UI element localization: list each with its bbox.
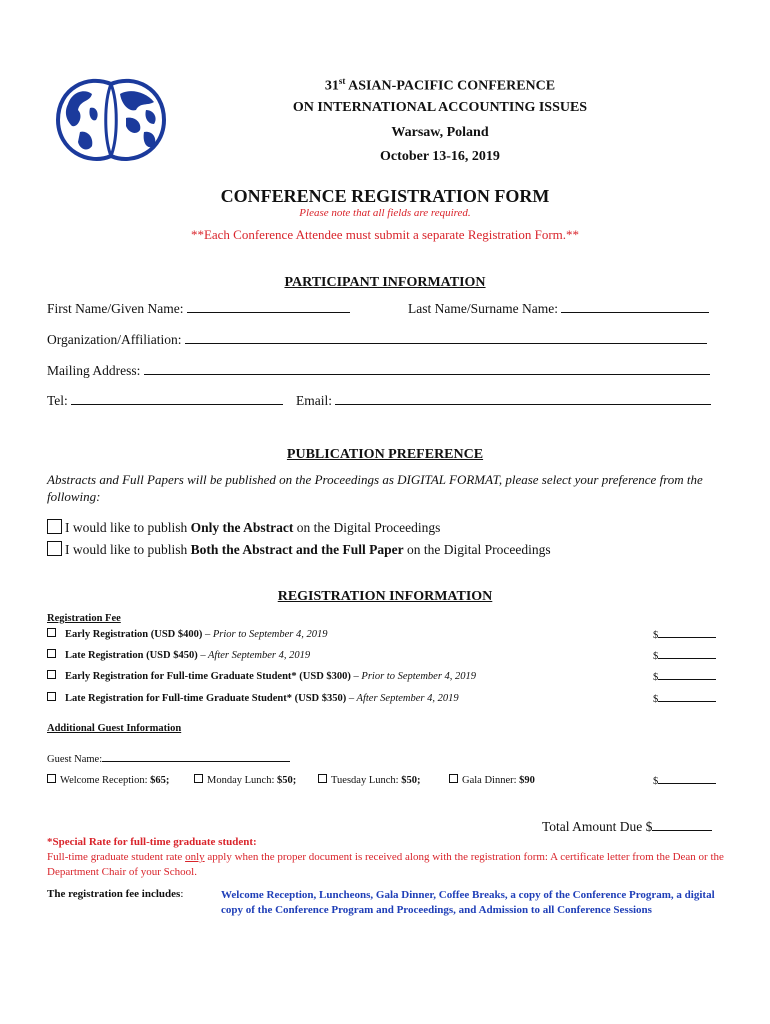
tuesday-lunch-wrap bbox=[318, 774, 420, 786]
total-amount-field[interactable] bbox=[652, 818, 712, 831]
guest-amount[interactable] bbox=[653, 774, 716, 787]
checkbox-icon[interactable] bbox=[47, 649, 56, 658]
reg-item-label: Early Registration for Full-time Graduate Student* (USD $300) bbox=[65, 671, 351, 682]
currency-sign: $ bbox=[653, 694, 659, 705]
checkbox-icon[interactable] bbox=[47, 692, 56, 701]
publish-full-paper-option[interactable] bbox=[47, 541, 551, 558]
early-registration-amount[interactable] bbox=[653, 628, 716, 641]
currency-sign: $ bbox=[653, 672, 659, 683]
reg-item-deadline: – Prior to September 4, 2019 bbox=[350, 671, 477, 682]
option-text-post: on the Digital Proceedings bbox=[293, 520, 441, 535]
amount-field[interactable] bbox=[658, 628, 716, 638]
currency-sign: $ bbox=[653, 776, 659, 787]
fee-includes-text: Welcome Reception, Luncheons, Gala Dinner, Coffee Breaks, a copy of the Conference Program, a digital copy of the Conference Program and Proceedings, and Admission to all Conference Sessions bbox=[221, 889, 715, 916]
option-text-post: on the Digital Proceedings bbox=[403, 542, 551, 557]
guest-info-heading: Additional Guest Information bbox=[47, 723, 182, 734]
conference-number-suffix: st bbox=[338, 76, 346, 86]
checkbox-icon[interactable] bbox=[194, 774, 203, 783]
gala-dinner-wrap bbox=[449, 774, 535, 786]
fee-includes-label-text: The registration fee includes bbox=[47, 888, 181, 900]
organization-label: Organization/Affiliation: bbox=[47, 332, 182, 347]
reg-item-deadline: – After September 4, 2019 bbox=[197, 650, 311, 661]
form-title: CONFERENCE REGISTRATION FORM bbox=[220, 186, 550, 206]
required-note: Please note that all fields are required. bbox=[299, 207, 471, 219]
currency-sign: $ bbox=[653, 630, 659, 641]
welcome-reception-option[interactable] bbox=[47, 775, 169, 786]
option-text-bold: Both the Abstract and the Full Paper bbox=[190, 542, 404, 557]
participant-heading: PARTICIPANT INFORMATION bbox=[284, 275, 486, 290]
guest-option-price: $65; bbox=[150, 775, 170, 786]
option-text-bold: Only the Abstract bbox=[190, 520, 294, 535]
reg-item-deadline: – After September 4, 2019 bbox=[346, 693, 459, 704]
reg-item-label: Late Registration (USD $450) bbox=[65, 650, 198, 661]
guest-option-price: $50; bbox=[401, 775, 421, 786]
conference-title bbox=[200, 76, 680, 95]
monday-lunch-wrap bbox=[194, 774, 296, 786]
conference-globe-logo bbox=[50, 70, 172, 168]
special-rate-heading: *Special Rate for full-time graduate student: bbox=[47, 836, 257, 848]
guest-option-label: Monday Lunch: bbox=[207, 775, 277, 786]
tel-field[interactable] bbox=[71, 392, 283, 405]
option-text-pre: I would like to publish bbox=[65, 542, 191, 557]
amount-field[interactable] bbox=[658, 692, 716, 702]
guest-option-label: Tuesday Lunch: bbox=[331, 775, 402, 786]
special-text-pre: Full-time graduate student rate bbox=[47, 851, 186, 863]
monday-lunch-option[interactable] bbox=[194, 775, 296, 786]
guest-option-price: $90 bbox=[519, 775, 535, 786]
special-text-post: apply when the proper document is received along with the registration form: A certificate letter from the Dean or the Department Chair of your School. bbox=[47, 851, 724, 878]
option-text-pre: I would like to publish bbox=[65, 520, 191, 535]
guest-option-price: $50; bbox=[277, 775, 297, 786]
conference-subtitle: ON INTERNATIONAL ACCOUNTING ISSUES bbox=[292, 100, 588, 115]
publish-abstract-option[interactable] bbox=[47, 519, 440, 536]
tel-label: Tel: bbox=[47, 393, 68, 408]
early-student-registration-amount[interactable] bbox=[653, 670, 716, 683]
reg-item-label: Late Registration for Full-time Graduate Student* (USD $350) bbox=[65, 693, 347, 704]
organization-row bbox=[47, 331, 707, 348]
mailing-address-field[interactable] bbox=[144, 362, 710, 375]
checkbox-icon[interactable] bbox=[47, 541, 62, 556]
mailing-address-row bbox=[47, 362, 710, 379]
conference-location: Warsaw, Poland bbox=[391, 125, 489, 140]
late-student-registration-amount[interactable] bbox=[653, 692, 716, 705]
registration-fee-label: Registration Fee bbox=[47, 613, 121, 624]
mailing-address-label: Mailing Address: bbox=[47, 363, 141, 378]
amount-field[interactable] bbox=[658, 649, 716, 659]
checkbox-icon[interactable] bbox=[47, 670, 56, 679]
special-rate-text bbox=[47, 850, 727, 880]
first-name-row bbox=[47, 300, 350, 317]
reg-item-deadline: – Prior to September 4, 2019 bbox=[202, 629, 328, 640]
total-amount-label: Total Amount Due $ bbox=[542, 819, 653, 834]
guest-name-row bbox=[47, 749, 290, 765]
tuesday-lunch-option[interactable] bbox=[318, 775, 420, 786]
last-name-row bbox=[408, 300, 709, 317]
last-name-field[interactable] bbox=[561, 300, 709, 313]
email-label: Email: bbox=[296, 393, 332, 408]
publication-heading: PUBLICATION PREFERENCE bbox=[286, 447, 484, 462]
publication-description: Abstracts and Full Papers will be published on the Proceedings as DIGITAL FORMAT, please select your preference from the following: bbox=[47, 472, 703, 504]
guest-options-row bbox=[47, 774, 169, 786]
guest-option-label: Gala Dinner: bbox=[462, 775, 520, 786]
guest-name-field[interactable] bbox=[102, 749, 290, 762]
total-amount-row bbox=[542, 818, 712, 835]
late-student-registration-option[interactable] bbox=[47, 692, 459, 704]
last-name-label: Last Name/Surname Name: bbox=[408, 301, 558, 316]
conference-dates: October 13-16, 2019 bbox=[380, 149, 500, 164]
fee-includes-colon: : bbox=[180, 888, 184, 900]
early-student-registration-option[interactable] bbox=[47, 670, 476, 682]
separate-form-warning: **Each Conference Attendee must submit a separate Registration Form.** bbox=[190, 227, 580, 242]
early-registration-option[interactable] bbox=[47, 628, 328, 640]
guest-name-label: Guest Name: bbox=[47, 754, 103, 765]
first-name-label: First Name/Given Name: bbox=[47, 301, 184, 316]
email-field[interactable] bbox=[335, 392, 711, 405]
late-registration-option[interactable] bbox=[47, 649, 310, 661]
gala-dinner-option[interactable] bbox=[449, 775, 535, 786]
currency-sign: $ bbox=[653, 651, 659, 662]
special-text-only: only bbox=[185, 851, 205, 863]
conference-name: ASIAN-PACIFIC CONFERENCE bbox=[345, 78, 556, 94]
checkbox-icon[interactable] bbox=[47, 774, 56, 783]
checkbox-icon[interactable] bbox=[47, 519, 62, 534]
guest-option-label: Welcome Reception: bbox=[60, 775, 151, 786]
registration-heading: REGISTRATION INFORMATION bbox=[277, 589, 493, 604]
fee-includes-label bbox=[47, 888, 183, 900]
tel-row bbox=[47, 392, 283, 409]
amount-field[interactable] bbox=[658, 774, 716, 784]
checkbox-icon[interactable] bbox=[318, 774, 327, 783]
first-name-field[interactable] bbox=[187, 300, 350, 313]
checkbox-icon[interactable] bbox=[449, 774, 458, 783]
amount-field[interactable] bbox=[658, 670, 716, 680]
conference-number: 31 bbox=[324, 78, 339, 94]
checkbox-icon[interactable] bbox=[47, 628, 56, 637]
reg-item-label: Early Registration (USD $400) bbox=[65, 629, 203, 640]
email-row bbox=[296, 392, 711, 409]
organization-field[interactable] bbox=[185, 331, 707, 344]
late-registration-amount[interactable] bbox=[653, 649, 716, 662]
